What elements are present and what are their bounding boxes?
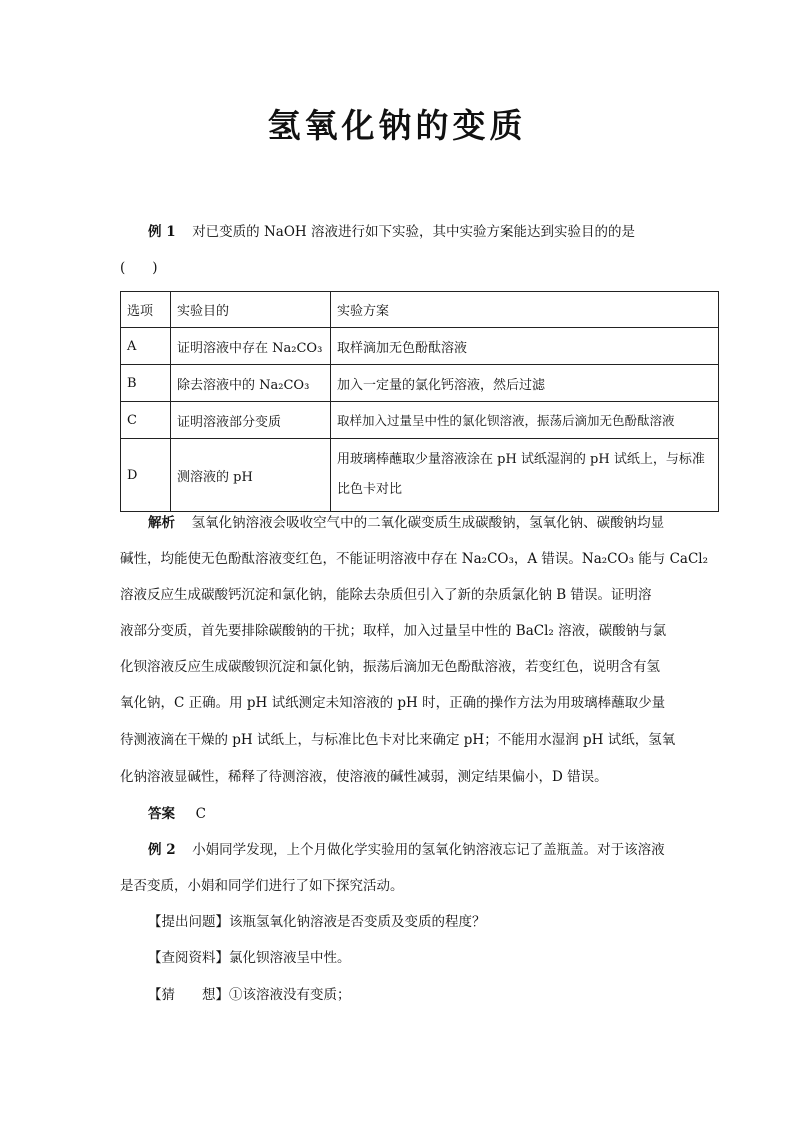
answer-label: 答案: [148, 806, 175, 822]
page-title: 氢氧化钠的变质: [267, 106, 527, 145]
table-header-cell: 实验方案: [331, 292, 719, 328]
analysis-label: 解析: [148, 515, 175, 531]
table-row: [121, 365, 719, 402]
analysis-line: 化钠溶液显碱性，稀释了待测溶液，使溶液的碱性减弱，测定结果偏小，D 错误。: [120, 769, 608, 785]
example2-line: [148, 840, 720, 860]
table-row: [121, 402, 719, 439]
table-cell: 用玻璃棒蘸取少量溶液涂在 pH 试纸湿润的 pH 试纸上，与标准比色卡对比: [331, 439, 719, 512]
question-line: 【提出问题】该瓶氢氧化钠溶液是否变质及变质的程度？: [148, 914, 486, 930]
table-header-cell: 选项: [121, 292, 171, 328]
table-cell: B: [121, 365, 171, 402]
analysis-line: 碱性，均能使无色酚酞溶液变红色，不能证明溶液中存在 Na₂CO₃，A 错误。Na₂CO₃ 能与 CaCl₂: [120, 551, 709, 567]
table-cell: 证明溶液中存在 Na₂CO₃: [171, 328, 331, 365]
example1-text: 对已变质的 NaOH 溶液进行如下实验，其中实验方案能达到实验目的的是: [192, 224, 635, 240]
analysis-line: 化钡溶液反应生成碳酸钡沉淀和氯化钠，振荡后滴加无色酚酞溶液，若变红色，说明含有氢: [120, 659, 660, 675]
table-cell: 加入一定量的氯化钙溶液，然后过滤: [331, 365, 719, 402]
table-cell: 除去溶液中的 Na₂CO₃: [171, 365, 331, 402]
table-cell: 证明溶液部分变质: [171, 402, 331, 439]
answer-bracket: ( ): [120, 260, 158, 276]
analysis-line: 液部分变质，首先要排除碳酸钠的干扰；取样，加入过量呈中性的 BaCl₂ 溶液，碳酸钠与氯: [120, 623, 667, 639]
table-cell: D: [121, 439, 171, 512]
table-cell: A: [121, 328, 171, 365]
analysis-line: 溶液反应生成碳酸钙沉淀和氯化钠，能除去杂质但引入了新的杂质氯化钠 B 错误。证明溶: [120, 587, 652, 603]
table-header-cell: 实验目的: [171, 292, 331, 328]
example2-label: 例 2: [148, 842, 176, 858]
table-row: [121, 328, 719, 365]
table-row: [121, 439, 719, 512]
experiment-table: [120, 291, 719, 512]
reference-line: 【查阅资料】氯化钡溶液呈中性。: [148, 950, 351, 966]
analysis-line: 氧化钠，C 正确。用 pH 试纸测定未知溶液的 pH 时，正确的操作方法为用玻璃棒蘸取少量: [120, 695, 666, 711]
answer-line: [148, 804, 720, 824]
table-header-row: [121, 292, 719, 328]
analysis-line: [148, 513, 720, 533]
table-cell: 取样加入过量呈中性的氯化钡溶液，振荡后滴加无色酚酞溶液: [331, 402, 719, 439]
analysis-text: 氢氧化钠溶液会吸收空气中的二氧化碳变质生成碳酸钠，氢氧化钠、碳酸钠均显: [191, 515, 665, 531]
table-cell: 测溶液的 pH: [171, 439, 331, 512]
example2-line: 是否变质，小娟和同学们进行了如下探究活动。: [120, 878, 404, 894]
table-cell: 取样滴加无色酚酞溶液: [331, 328, 719, 365]
table-cell: C: [121, 402, 171, 439]
example2-text: 小娟同学发现，上个月做化学实验用的氢氧化钠溶液忘记了盖瓶盖。对于该溶液: [192, 842, 665, 858]
example1-question: [148, 222, 720, 242]
guess-line: 【猜 想】①该溶液没有变质；: [148, 987, 351, 1003]
analysis-line: 待测液滴在干燥的 pH 试纸上，与标准比色卡对比来确定 pH；不能用水湿润 pH 试纸，氢氧: [120, 732, 676, 748]
example1-label: 例 1: [148, 224, 176, 240]
answer-value: C: [195, 806, 206, 822]
